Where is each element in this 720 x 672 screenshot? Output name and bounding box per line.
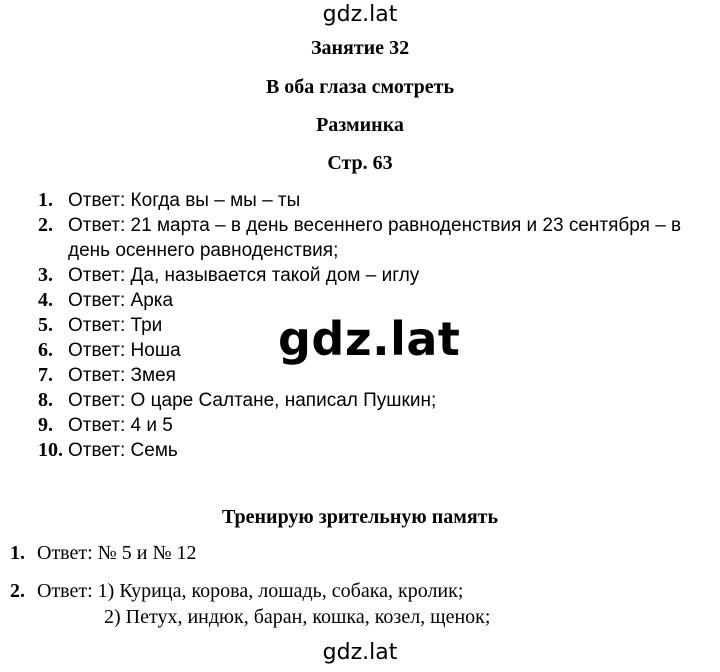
item-text: Ответ: Семь: [68, 440, 178, 461]
item-number: 1.: [10, 542, 25, 564]
item-text: Ответ: 21 марта – в день весеннего равноденствия и 23 сентября – в: [68, 215, 682, 236]
item-text: Ответ: О царе Салтане, написал Пушкин;: [68, 390, 437, 411]
item-text: Ответ: Ноша: [68, 340, 181, 361]
list-item: [0, 413, 720, 438]
item-number: 8.: [38, 389, 53, 411]
item-text-continued: день осеннего равноденствия;: [68, 240, 339, 261]
watermark-bottom: gdz.lat: [322, 640, 398, 665]
lesson-title: Занятие 32: [310, 37, 410, 59]
watermark-center: gdz.lat: [278, 312, 461, 366]
item-number: 10.: [38, 439, 63, 461]
item-text: Ответ: Змея: [68, 365, 176, 386]
item-text: Ответ: № 5 и № 12: [37, 542, 197, 564]
watermark-top: gdz.lat: [322, 2, 398, 27]
item-number: 1.: [38, 189, 53, 211]
item-text: Ответ: Когда вы – мы – ты: [68, 190, 301, 211]
item-number: 3.: [38, 264, 53, 286]
section-memory-title: Тренирую зрительную память: [221, 506, 499, 528]
page-label: Стр. 63: [327, 152, 393, 174]
item-number: 7.: [38, 364, 53, 386]
item-number: 4.: [38, 289, 53, 311]
item-number: 6.: [38, 339, 53, 361]
item-text: Ответ: 4 и 5: [68, 415, 173, 436]
list-item: [0, 288, 720, 313]
item-text: Ответ: 1) Курица, корова, лошадь, собака, кролик;: [37, 580, 464, 602]
topic-title: В оба глаза смотреть: [265, 76, 455, 98]
list-item: [0, 263, 720, 288]
item-text: Ответ: Да, называется такой дом – иглу: [68, 265, 420, 286]
list-item: [0, 438, 720, 463]
item-text-continued: 2) Петух, индюк, баран, кошка, козел, щенок;: [104, 606, 491, 628]
item-number: 9.: [38, 414, 53, 436]
item-number: 5.: [38, 314, 53, 336]
item-number: 2.: [38, 214, 53, 236]
list-item: [0, 388, 720, 413]
list-item: [0, 213, 720, 263]
list-item: [0, 363, 720, 388]
item-text: Ответ: Три: [68, 315, 163, 336]
list-item: [0, 188, 720, 213]
item-number: 2.: [10, 580, 25, 602]
section-warmup-title: Разминка: [316, 114, 404, 136]
item-text: Ответ: Арка: [68, 290, 174, 311]
